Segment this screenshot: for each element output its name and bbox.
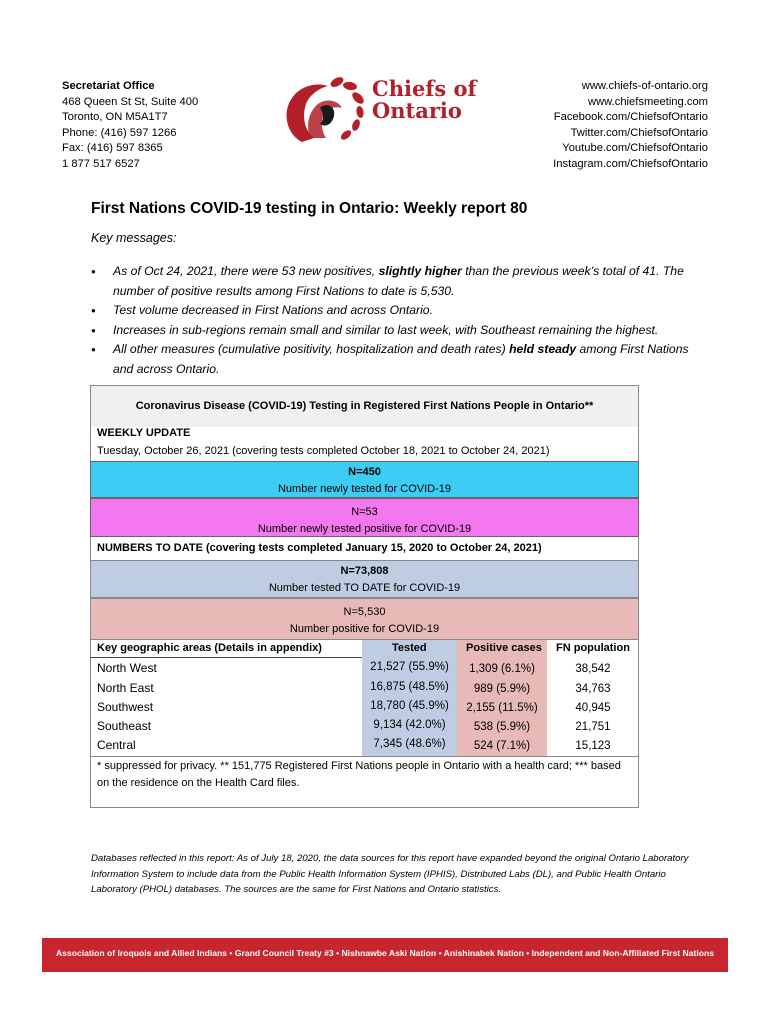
todate-positive-count: N=5,530 [343,606,386,618]
todate-tested-banner [90,560,639,598]
weekly-update-label: WEEKLY UPDATE [97,427,191,439]
instagram-link[interactable]: Instagram.com/ChiefsofOntario [553,157,708,170]
office-title: Secretariat Office [62,80,155,92]
contact-links-block [553,79,708,173]
key-message-4-emphasis: held steady [509,342,577,356]
row-tested: 16,875 (48.5%) [370,681,449,693]
weekly-positive-count: N=53 [351,506,378,518]
footer-organizations: Association of Iroquois and Allied Indians • Grand Council Treaty #3 • Nishnawbe Aski Nation • Anishinabek Nation • Independent and Non-Affiliated First Nations [55,948,715,958]
table-row [0,700,770,720]
todate-positive-label: Number positive for COVID-19 [289,623,440,635]
column-header-geo: Key geographic areas (Details in appendix) [97,642,322,654]
meeting-website-link[interactable]: www.chiefsmeeting.com [588,95,708,108]
key-message-4-text-a: All other measures (cumulative positivity, hospitalization and death rates) [113,342,510,356]
row-fn-population: 38,542 [575,663,611,675]
weekly-tested-count: N=450 [348,466,381,478]
twitter-link[interactable]: Twitter.com/ChiefsofOntario [570,126,708,139]
key-message-3: ● Increases in sub-regions remain small and similar to last week, with Southeast remaining the highest. [91,321,691,341]
todate-positive-banner [90,598,639,640]
logo-wordmark [372,78,477,122]
office-address-line1: 468 Queen St St, Suite 400 [62,95,199,108]
row-tested: 18,780 (45.9%) [370,700,449,712]
footnote-divider [90,756,639,757]
column-header-positive: Positive cases [466,642,542,654]
table-row [0,661,770,681]
key-message-4-text-b: among First Nations and across Ontario. [113,342,689,376]
row-positive: 2,155 (11.5%) [466,702,538,714]
youtube-link[interactable]: Youtube.com/ChiefsofOntario [562,142,708,155]
page-title: First Nations COVID-19 testing in Ontario: Weekly report 80 [91,200,528,217]
todate-tested-label: Number tested TO DATE for COVID-19 [268,582,461,594]
key-message-2: ● Test volume decreased in First Nations and across Ontario. [91,301,691,321]
office-address-line2: Toronto, ON M5A1T7 [62,111,168,124]
row-region: Southwest [97,700,154,714]
weekly-tested-banner [90,461,639,498]
row-positive: 989 (5.9%) [473,683,531,695]
weekly-positive-label: Number newly tested positive for COVID-19 [257,523,472,535]
report-heading: Coronavirus Disease (COVID-19) Testing in Registered First Nations People in Ontario** [91,386,638,427]
databases-note: Databases reflected in this report: As of July 18, 2020, the data sources for this report have expanded beyond the original Ontario Laboratory Information System to include data from the Public Health Information System (IPHIS), Distributed Labs (DL), and Public Health Ontario Laboratory (PHOL) databases. The sources are the same for First Nations and Ontario statistics. [91,853,689,895]
office-fax: Fax: (416) 597 8365 [62,142,163,155]
row-region: North West [97,661,157,675]
row-fn-population: 40,945 [575,702,611,714]
key-message-1-text-b: than the previous week’s total of 41. The number of positive results among First Nations to date is 5,530. [113,264,684,298]
website-link[interactable]: www.chiefs-of-ontario.org [581,80,708,92]
key-messages-label: Key messages: [91,231,177,245]
row-region: Southeast [97,719,152,733]
facebook-link[interactable]: Facebook.com/ChiefsofOntario [553,111,708,124]
key-message-1 [91,262,691,301]
row-positive: 538 (5.9%) [473,721,531,733]
office-tollfree: 1 877 517 6527 [62,157,140,170]
weekly-tested-label: Number newly tested for COVID-19 [277,483,451,495]
chiefs-of-ontario-logo-icon [280,72,375,152]
row-tested: 21,527 (55.9%) [370,661,449,673]
key-message-4 [91,340,691,379]
key-message-1-emphasis: slightly higher [378,264,462,278]
row-tested: 9,134 (42.0%) [373,719,446,731]
report-footnote: * suppressed for privacy. ** 151,775 Registered First Nations people in Ontario with a health card; *** based on the residence on the Health Card files. [97,760,621,789]
row-fn-population: 15,123 [575,740,611,752]
row-fn-population: 21,751 [575,721,611,733]
todate-tested-count: N=73,808 [340,565,389,577]
row-tested: 7,345 (48.6%) [373,738,446,750]
row-positive: 1,309 (6.1%) [469,663,535,675]
table-row [0,738,770,758]
numbers-to-date-label: NUMBERS TO DATE (covering tests completed January 15, 2020 to October 24, 2021) [97,542,542,554]
secretariat-office-block [62,79,198,173]
logo-line1: Chiefs of [372,76,477,101]
table-row [0,719,770,739]
column-header-fn-population: FN population [556,642,630,654]
key-message-1-text-a: As of Oct 24, 2021, there were 53 new positives, [113,264,379,278]
weekly-date-line: Tuesday, October 26, 2021 (covering tests completed October 18, 2021 to October 24, 2021) [97,445,550,457]
row-region: North East [97,681,154,695]
office-phone: Phone: (416) 597 1266 [62,126,177,139]
row-fn-population: 34,763 [575,683,611,695]
logo-line2: Ontario [372,98,462,123]
table-row [0,681,770,701]
row-region: Central [97,738,136,752]
column-header-tested: Tested [392,642,427,654]
weekly-positive-banner [90,498,639,537]
row-positive: 524 (7.1%) [473,740,531,752]
header-divider [90,657,362,658]
key-messages-list [91,262,691,379]
